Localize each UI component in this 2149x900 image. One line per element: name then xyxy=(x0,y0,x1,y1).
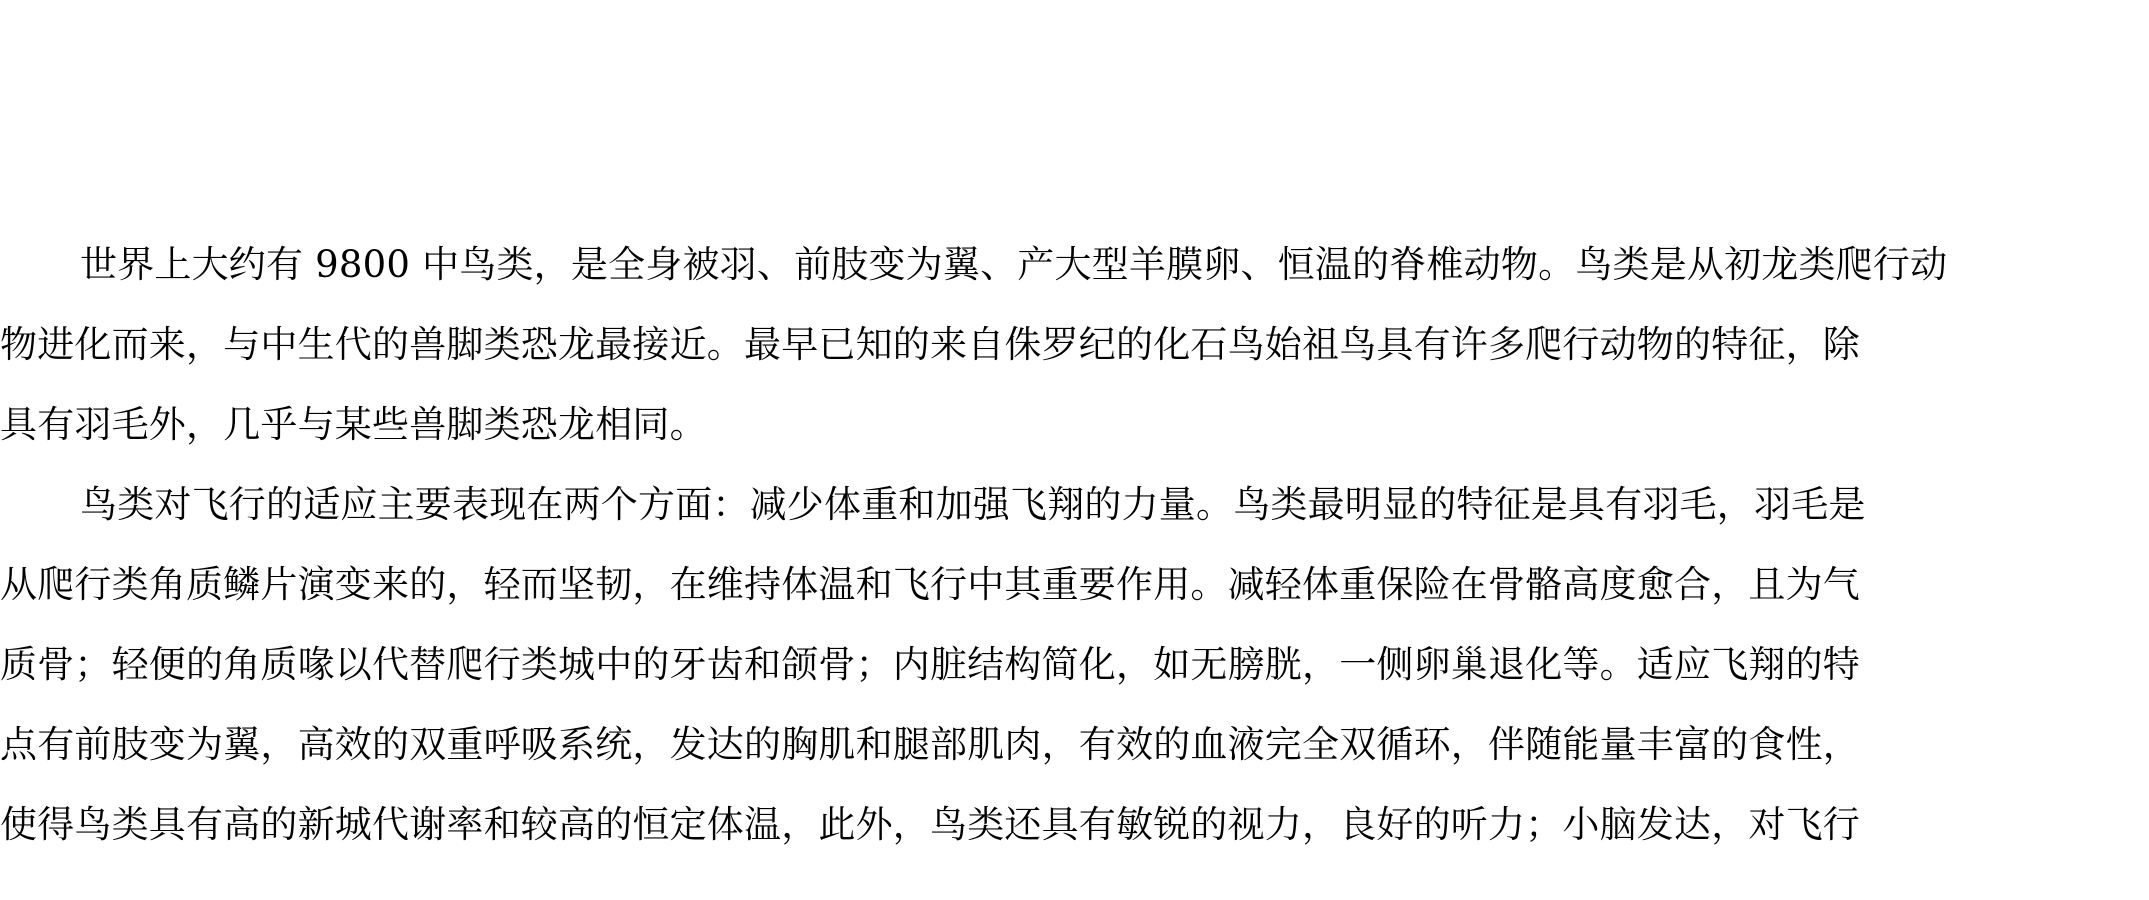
paragraph-1-line-3: 具有羽毛外，几乎与某些兽脚类恐龙相同。 xyxy=(0,403,707,446)
paragraph-2-line-4: 点有前肢变为翼，高效的双重呼吸系统，发达的胸肌和腿部肌肉，有效的血液完全双循环，伴随能量丰富的食性， xyxy=(0,723,1860,766)
paragraph-2-line-3: 质骨；轻便的角质喙以代替爬行类城中的牙齿和颌骨；内脏结构简化，如无膀胱，一侧卵巢退化等。适应飞翔的特 xyxy=(0,643,1860,686)
paragraph-1-line-2: 物进化而来，与中生代的兽脚类恐龙最接近。最早已知的来自侏罗纪的化石鸟始祖鸟具有许多爬行动物的特征，除 xyxy=(0,323,1860,366)
paragraph-2-line-1: 鸟类对飞行的适应主要表现在两个方面：减少体重和加强飞翔的力量。鸟类最明显的特征是具有羽毛，羽毛是 xyxy=(80,483,1866,526)
paragraph-2-line-2: 从爬行类角质鳞片演变来的，轻而坚韧，在维持体温和飞行中其重要作用。减轻体重保险在骨骼高度愈合，且为气 xyxy=(0,563,1860,606)
paragraph-2-line-5: 使得鸟类具有高的新城代谢率和较高的恒定体温，此外，鸟类还具有敏锐的视力，良好的听力；小脑发达，对飞行 xyxy=(0,803,1860,846)
paragraph-1-line-1: 世界上大约有 9800 中鸟类，是全身被羽、前肢变为翼、产大型羊膜卵、恒温的脊椎动物。鸟类是从初龙类爬行动 xyxy=(80,243,1948,286)
